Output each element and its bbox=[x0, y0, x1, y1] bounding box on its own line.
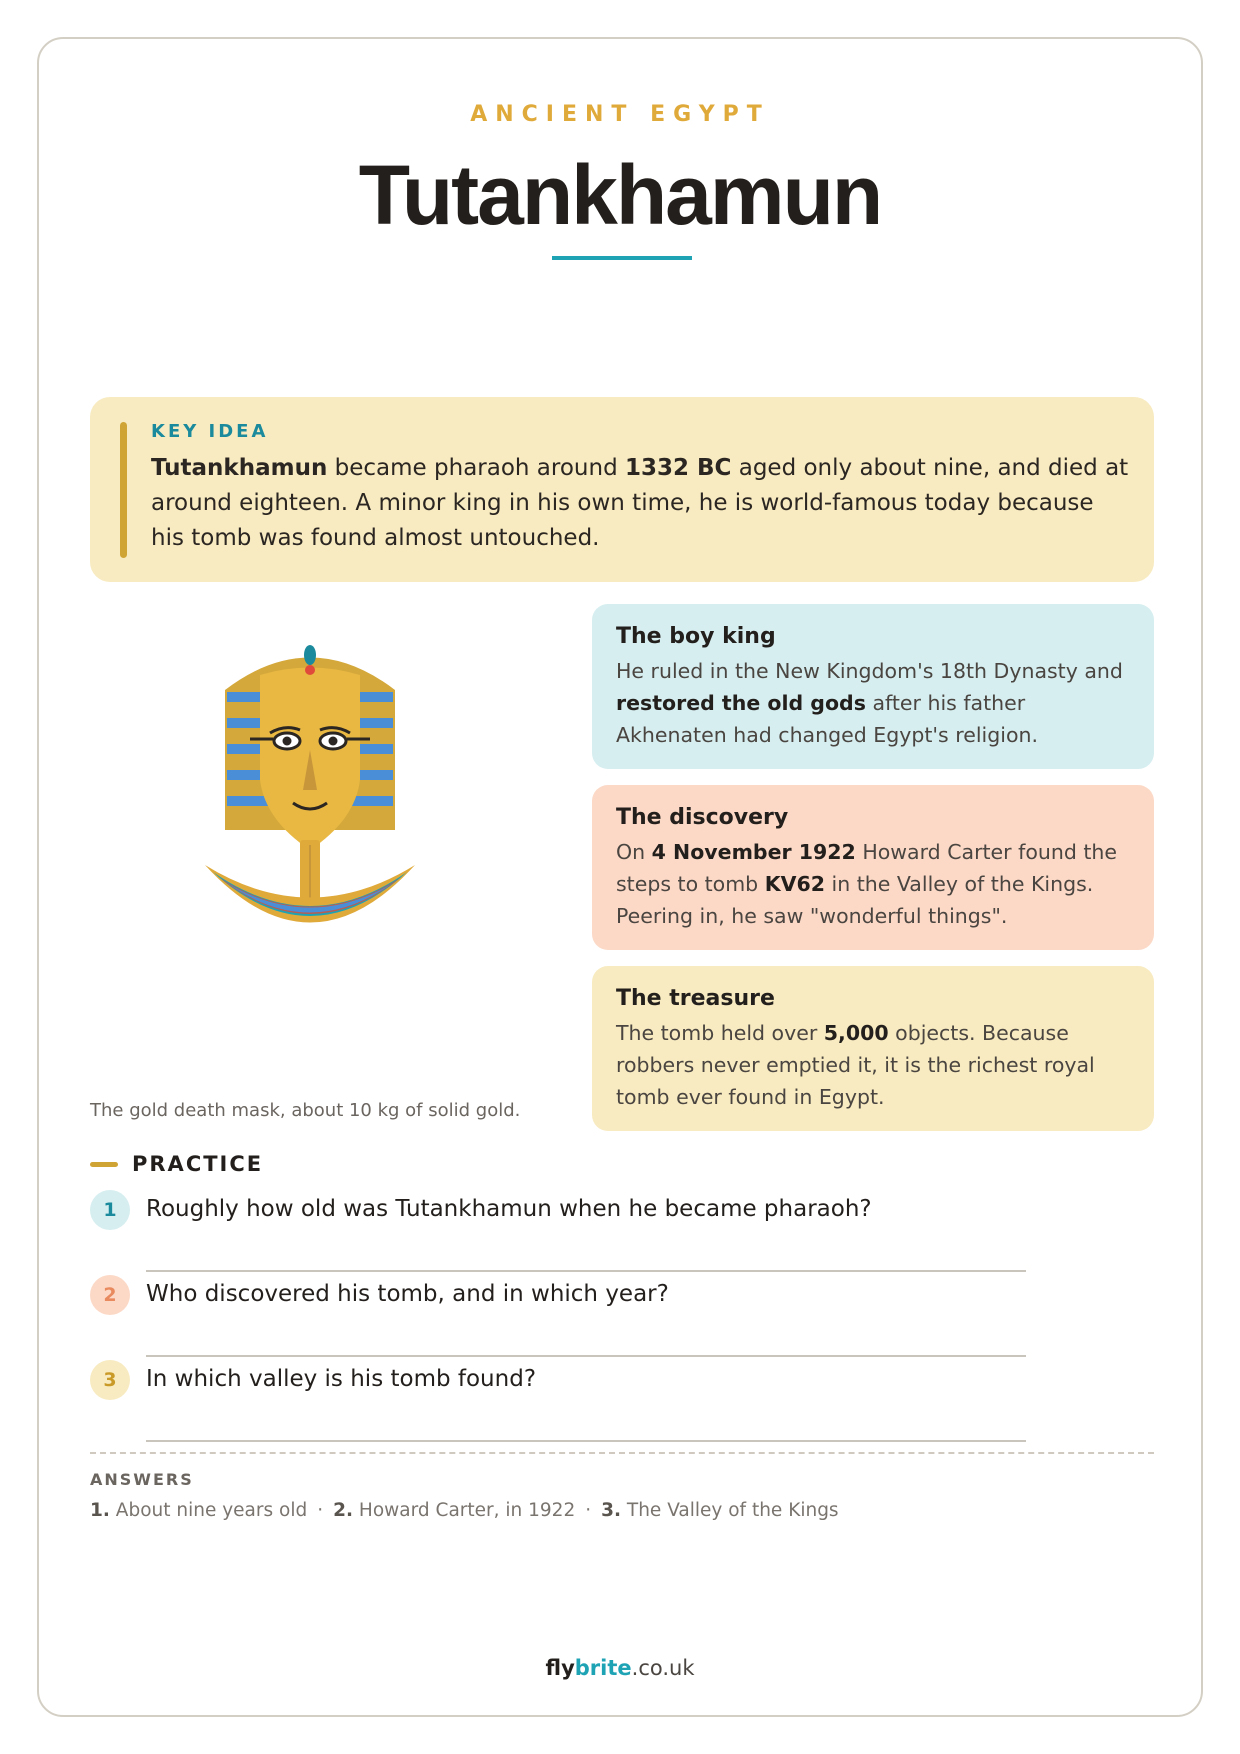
info-card-discovery bbox=[592, 785, 1154, 950]
practice-question bbox=[90, 1275, 1030, 1360]
answer-separator: · bbox=[317, 1500, 324, 1521]
key-idea-text bbox=[151, 451, 1131, 556]
answers-label: ANSWERS bbox=[90, 1470, 194, 1489]
key-idea-text-part: aged only about nine, and died at around eighteen. A minor king in his own time, he is world-famous today because his tomb was found almost untouched. bbox=[151, 455, 1129, 551]
card-text: On bbox=[616, 840, 652, 864]
key-idea-text-part: became pharaoh around bbox=[327, 455, 625, 481]
card-text: The tomb held over bbox=[616, 1021, 824, 1045]
brand-domain: .co.uk bbox=[631, 1656, 695, 1680]
title-underline bbox=[552, 256, 692, 260]
key-idea-box bbox=[90, 397, 1154, 582]
card-text: after his father Akhenaten had changed Egypt's religion. bbox=[616, 691, 1038, 747]
answer-text: The Valley of the Kings bbox=[626, 1500, 839, 1521]
card-highlight: 5,000 bbox=[823, 1021, 889, 1045]
practice-question bbox=[90, 1360, 1030, 1445]
key-idea-date: 1332 BC bbox=[624, 455, 732, 481]
practice-heading bbox=[90, 1152, 263, 1176]
brand-footer[interactable] bbox=[0, 1656, 1240, 1680]
question-number-badge: 2 bbox=[90, 1275, 130, 1315]
answer-number: 1. bbox=[90, 1500, 110, 1521]
brand-brite: brite bbox=[574, 1656, 632, 1680]
key-idea-name: Tutankhamun bbox=[151, 455, 328, 481]
card-body bbox=[616, 655, 1130, 751]
card-body bbox=[616, 836, 1130, 932]
question-number-badge: 1 bbox=[90, 1190, 130, 1230]
card-text: Howard Carter found the steps to tomb bbox=[616, 840, 1118, 896]
page-title: Tutankhamun bbox=[358, 148, 882, 242]
answer-text: About nine years old bbox=[115, 1500, 308, 1521]
card-highlight: 4 November 1922 bbox=[651, 840, 856, 864]
card-body bbox=[616, 1017, 1130, 1113]
question-text: In which valley is his tomb found? bbox=[146, 1366, 537, 1392]
answer-line[interactable] bbox=[146, 1270, 1026, 1272]
info-card-boy-king bbox=[592, 604, 1154, 769]
question-text: Who discovered his tomb, and in which year? bbox=[146, 1281, 669, 1307]
practice-label: PRACTICE bbox=[132, 1152, 264, 1176]
key-idea-label: KEY IDEA bbox=[151, 421, 269, 442]
answer-line[interactable] bbox=[146, 1355, 1026, 1357]
question-number-badge: 3 bbox=[90, 1360, 130, 1400]
answers-list bbox=[90, 1500, 839, 1521]
key-idea-accent-bar bbox=[120, 422, 127, 558]
question-text: Roughly how old was Tutankhamun when he became pharaoh? bbox=[146, 1196, 872, 1222]
figure-caption: The gold death mask, about 10 kg of solid gold. bbox=[90, 1100, 521, 1121]
practice-question bbox=[90, 1190, 1030, 1275]
subject-kicker: ANCIENT EGYPT bbox=[470, 102, 770, 127]
card-title: The discovery bbox=[616, 805, 789, 830]
answers-divider bbox=[90, 1452, 1154, 1454]
brand-fly: fly bbox=[545, 1656, 575, 1680]
answer-text: Howard Carter, in 1922 bbox=[358, 1500, 576, 1521]
answer-separator: · bbox=[585, 1500, 592, 1521]
card-text: objects. Because robbers never emptied it, it is the richest royal tomb ever found in Egypt. bbox=[616, 1021, 1095, 1109]
practice-dash bbox=[90, 1162, 118, 1167]
answer-line[interactable] bbox=[146, 1440, 1026, 1442]
info-card-treasure bbox=[592, 966, 1154, 1131]
answer-number: 3. bbox=[601, 1500, 622, 1521]
card-highlight: restored the old gods bbox=[616, 691, 866, 715]
card-title: The treasure bbox=[616, 986, 775, 1011]
card-text: in the Valley of the Kings. Peering in, he saw "wonderful things". bbox=[616, 872, 1094, 928]
card-text: He ruled in the New Kingdom's 18th Dynasty and bbox=[616, 659, 1123, 683]
card-highlight: KV62 bbox=[764, 872, 825, 896]
answer-number: 2. bbox=[333, 1500, 354, 1521]
card-title: The boy king bbox=[616, 624, 776, 649]
pharaoh-mask-icon bbox=[205, 640, 455, 960]
